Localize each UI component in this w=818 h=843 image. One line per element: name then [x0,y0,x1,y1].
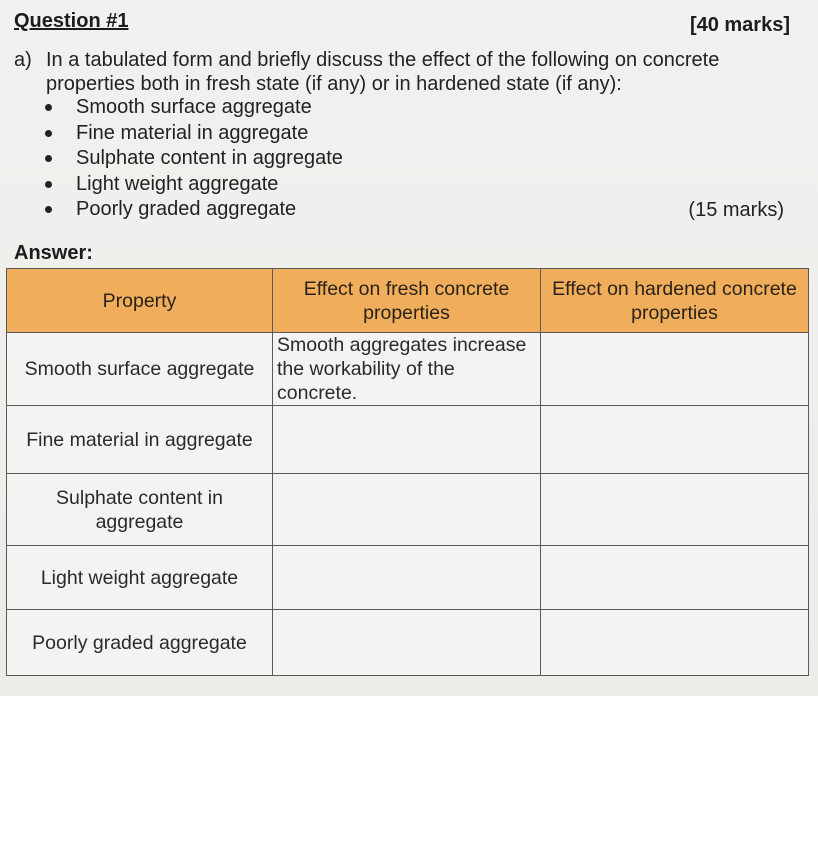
list-item: Sulphate content in aggregate [42,146,343,172]
item-list [42,95,343,223]
cell-fresh[interactable] [273,406,541,474]
list-item: Light weight aggregate [42,172,343,198]
table-row [7,546,809,610]
cell-property: Fine material in aggregate [7,406,273,474]
cell-fresh[interactable] [273,474,541,546]
table-row [7,406,809,474]
header-property: Property [7,269,273,333]
table-header-row [7,269,809,333]
cell-fresh-answer[interactable]: Smooth aggregates increase the workability of the concrete. [273,333,541,406]
bullet-icon [45,104,52,111]
bullet-icon [45,130,52,137]
list-item: Fine material in aggregate [42,121,343,147]
cell-property: Light weight aggregate [7,546,273,610]
list-item: Smooth surface aggregate [42,95,343,121]
header-fresh: Effect on fresh concrete properties [273,269,541,333]
cell-hardened[interactable] [541,406,809,474]
answer-table [6,268,809,676]
question-prompt: In a tabulated form and briefly discuss the effect of the following on concrete properties both in fresh state (if any) or in hardened state (if any): [46,49,720,95]
cell-fresh[interactable] [273,610,541,676]
bullet-icon [45,181,52,188]
cell-property: Smooth surface aggregate [7,333,273,406]
total-marks: [40 marks] [689,14,790,36]
cell-hardened[interactable] [541,610,809,676]
part-marks: (15 marks) [688,199,784,221]
bullet-icon [45,206,52,213]
cell-property: Poorly graded aggregate [7,610,273,676]
table-row [7,474,809,546]
cell-fresh[interactable] [273,546,541,610]
cell-hardened[interactable] [541,474,809,546]
header-hardened: Effect on hardened concrete properties [541,269,809,333]
table-row [7,333,809,406]
cell-property: Sulphate content in aggregate [7,474,273,546]
table-row [7,610,809,676]
answer-label: Answer: [14,242,93,264]
question-title: Question #1 [14,10,129,32]
bullet-icon [45,155,52,162]
cell-hardened[interactable] [541,546,809,610]
part-label: a) [14,49,32,71]
list-item: Poorly graded aggregate [42,197,343,223]
cell-hardened[interactable] [541,333,809,406]
